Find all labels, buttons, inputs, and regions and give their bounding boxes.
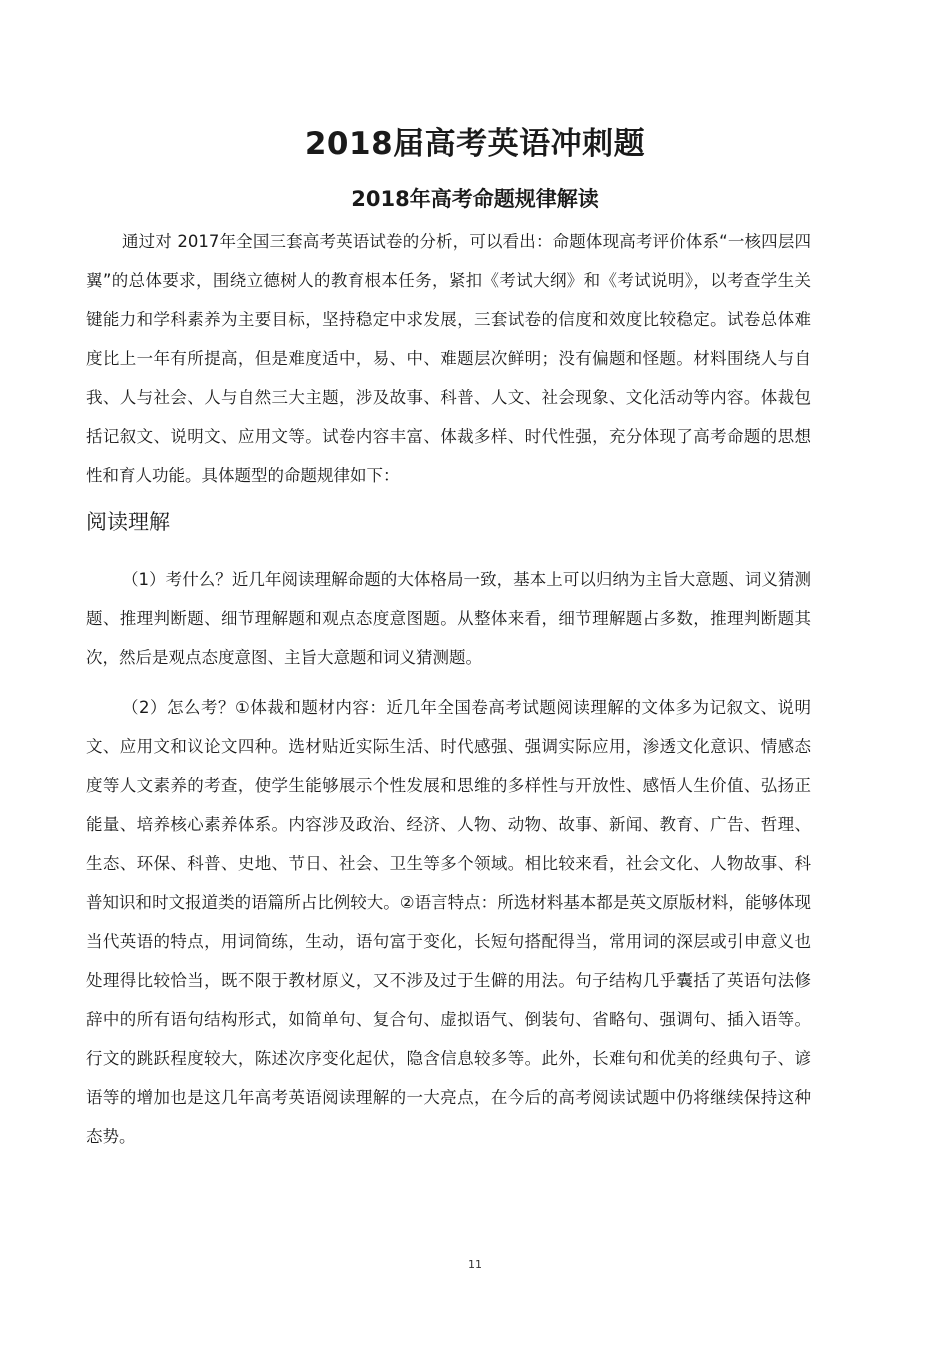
document-title: 2018届高考英语冲刺题 xyxy=(304,126,646,162)
intro-paragraph: 通过对 2017年全国三套高考英语试卷的分析，可以看出：命题体现高考评价体系“一核四层四翼”的总体要求，围绕立德树人的教育根本任务，紧扣《考试大纲》和《考试说明》，以考查学生关键能力和学科素养为主要目标，坚持稳定中求发展，三套试卷的信度和效度比较稳定。试卷总体难度比上一年有所提高，但是难度适中，易、中、难题层次鲜明；没有偏题和怪题。材料围绕人与自我、人与社会、人与自然三大主题，涉及故事、科普、人文、社会现象、文化活动等内容。体裁包括记叙文、说明文、应用文等。试卷内容丰富、体裁多样、时代性强，充分体现了高考命题的思想性和育人功能。具体题型的命题规律如下： xyxy=(86,232,811,485)
document-subtitle: 2018年高考命题规律解读 xyxy=(351,187,599,211)
paragraph-what-to-test: （1）考什么？近几年阅读理解命题的大体格局一致，基本上可以归纳为主旨大意题、词义猜测题、推理判断题、细节理解题和观点态度意图题。从整体来看，细节理解题占多数，推理判断题其次，然后是观点态度意图、主旨大意题和词义猜测题。 xyxy=(86,570,811,667)
section-heading-reading: 阅读理解 xyxy=(86,510,170,534)
page-number: 11 xyxy=(468,1258,482,1271)
paragraph-how-to-test: （2）怎么考？①体裁和题材内容：近几年全国卷高考试题阅读理解的文体多为记叙文、说明文、应用文和议论文四种。选材贴近实际生活、时代感强、强调实际应用，渗透文化意识、情感态度等人文素养的考查，使学生能够展示个性发展和思维的多样性与开放性、感悟人生价值、弘扬正能量、培养核心素养体系。内容涉及政治、经济、人物、动物、故事、新闻、教育、广告、哲理、生态、环保、科普、史地、节日、社会、卫生等多个领域。相比较来看，社会文化、人物故事、科普知识和时文报道类的语篇所占比例较大。②语言特点：所选材料基本都是英文原版材料，能够体现当代英语的特点，用词简练，生动，语句富于变化，长短句搭配得当，常用词的深层或引申意义也处理得比较恰当，既不限于教材原义，又不涉及过于生僻的用法。句子结构几乎囊括了英语句法修辞中的所有语句结构形式，如简单句、复合句、虚拟语气、倒装句、省略句、强调句、插入语等。行文的跳跃程度较大，陈述次序变化起伏，隐含信息较多等。此外，长难句和优美的经典句子、谚语等的增加也是这几年高考英语阅读理解的一大亮点，在今后的高考阅读试题中仍将继续保持这种态势。 xyxy=(86,698,811,1146)
